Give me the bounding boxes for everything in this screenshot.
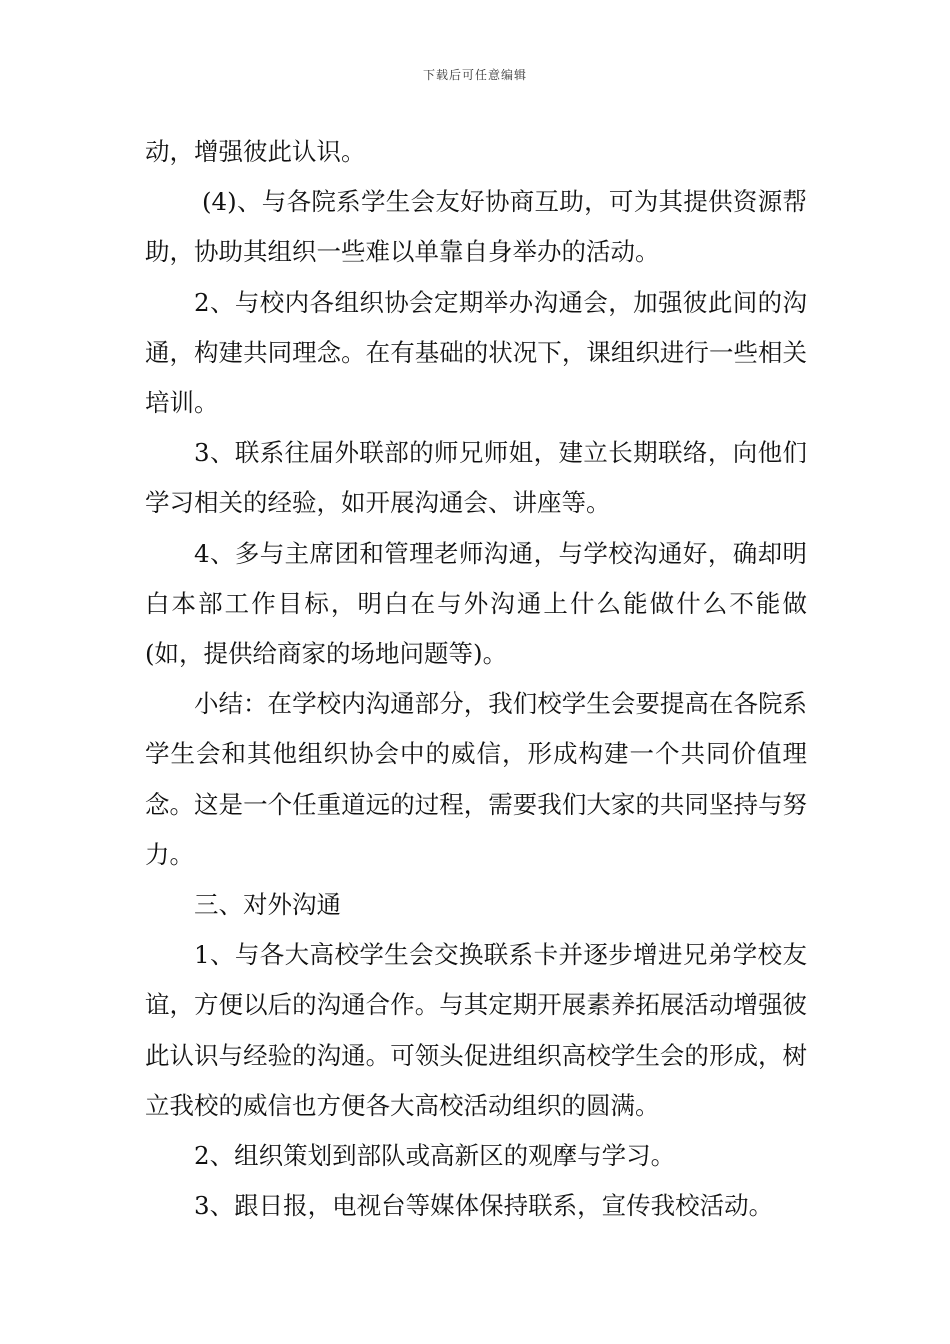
document-body: [145, 127, 807, 1231]
paragraph-item-4: (4)、与各院系学生会友好协商互助，可为其提供资源帮助，协助其组织一些难以单靠自身举办的活动。: [145, 187, 807, 267]
paragraph-item-4b: 4、多与主席团和管理老师沟通，与学校沟通好，确却明白本部工作目标，明白在与外沟通上什么能做什么不能做(如，提供给商家的场地问题等)。: [145, 538, 807, 669]
paragraph-external-3: 3、跟日报，电视台等媒体保持联系，宣传我校活动。: [194, 1191, 774, 1221]
paragraph-item-3: 3、联系往届外联部的师兄师姐，建立长期联络，向他们学习相关的经验，如开展沟通会、讲座等。: [145, 438, 807, 518]
section-heading-external: 三、对外沟通: [194, 890, 341, 920]
paragraph-external-2: 2、组织策划到部队或高新区的观摩与学习。: [194, 1141, 676, 1171]
paragraph-continuation: 动，增强彼此认识。: [145, 137, 366, 166]
page-header: 下载后可任意编辑: [422, 68, 527, 82]
paragraph-summary: 小结：在学校内沟通部分，我们校学生会要提高在各院系学生会和其他组织协会中的威信，形成构建一个共同价值理念。这是一个任重道远的过程，需要我们大家的共同坚持与努力。: [145, 689, 807, 869]
paragraph-external-1: 1、与各大高校学生会交换联系卡并逐步增进兄弟学校友谊，方便以后的沟通合作。与其定期开展素养拓展活动增强彼此认识与经验的沟通。可领头促进组织高校学生会的形成，树立我校的威信也方便各大高校活动组织的圆满。: [145, 940, 807, 1120]
paragraph-item-2: 2、与校内各组织协会定期举办沟通会，加强彼此间的沟通，构建共同理念。在有基础的状况下，课组织进行一些相关培训。: [145, 287, 807, 418]
